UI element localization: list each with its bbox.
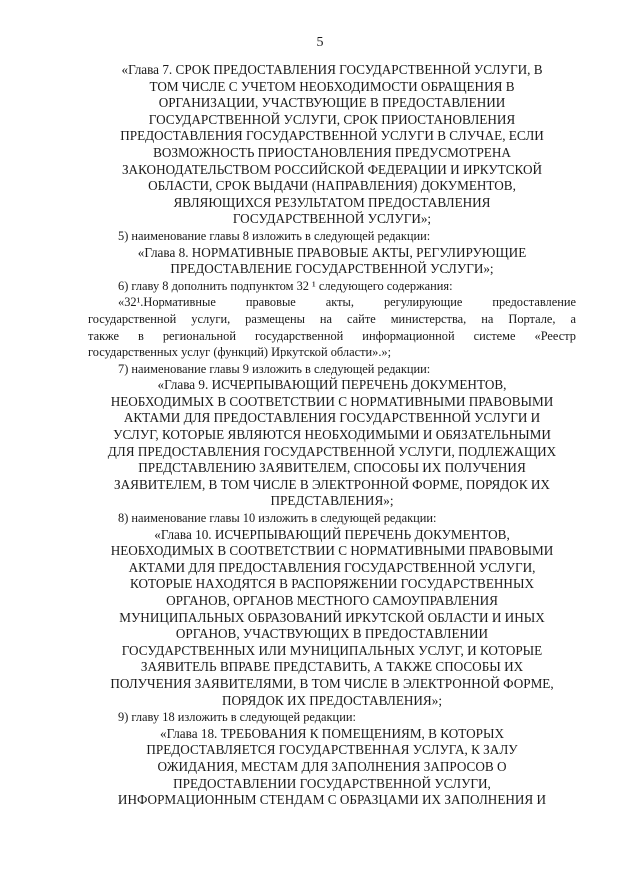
heading-line: ЗАКОНОДАТЕЛЬСТВОМ РОССИЙСКОЙ ФЕДЕРАЦИИ И ИРКУТСКОЙ — [121, 161, 543, 177]
heading-line: ИНФОРМАЦИОННЫМ СТЕНДАМ С ОБРАЗЦАМИ ИХ ЗАПОЛНЕНИЯ И — [117, 792, 547, 808]
heading-line: ВОЗМОЖНОСТЬ ПРИОСТАНОВЛЕНИЯ ПРЕДУСМОТРЕНА — [153, 144, 511, 160]
heading-line: ЗАЯВИТЕЛЬ ВПРАВЕ ПРЕДСТАВИТЬ, А ТАКЖЕ СПОСОБЫ ИХ — [140, 659, 524, 675]
heading-line: ПРЕДОСТАВЛЯЕТСЯ ГОСУДАРСТВЕННАЯ УСЛУГА, К ЗАЛУ — [146, 742, 518, 758]
heading-line: ПРЕДСТАВЛЕНИЮ ЗАЯВИТЕЛЕМ, СПОСОБЫ ИХ ПОЛУЧЕНИЯ — [138, 460, 526, 476]
body-paragraph — [88, 294, 576, 360]
amendment-item: 9) главу 18 изложить в следующей редакции: — [118, 710, 356, 725]
heading-line: «Глава 9. ИСЧЕРПЫВАЮЩИЙ ПЕРЕЧЕНЬ ДОКУМЕНТОВ, — [157, 377, 507, 393]
heading-line: ЗАЯВИТЕЛЕМ, В ТОМ ЧИСЛЕ В ЭЛЕКТРОННОЙ ФОРМЕ, ПОРЯДОК ИХ — [114, 476, 550, 492]
heading-line: НЕОБХОДИМЫХ В СООТВЕТСТВИИ С НОРМАТИВНЫМИ ПРАВОВЫМИ — [110, 393, 554, 409]
heading-line: МУНИЦИПАЛЬНЫХ ОБРАЗОВАНИЙ ИРКУТСКОЙ ОБЛАСТИ И ИНЫХ — [119, 609, 545, 625]
page-number: 5 — [316, 35, 324, 50]
heading-line: ОРГАНИЗАЦИИ, УЧАСТВУЮЩИЕ В ПРЕДОСТАВЛЕНИИ — [158, 95, 506, 111]
heading-line: ОБЛАСТИ, СРОК ВЫДАЧИ (НАПРАВЛЕНИЯ) ДОКУМЕНТОВ, — [148, 178, 516, 194]
chapter-heading — [88, 377, 576, 510]
heading-line: АКТАМИ ДЛЯ ПРЕДОСТАВЛЕНИЯ ГОСУДАРСТВЕННОЙ УСЛУГИ И — [123, 410, 541, 426]
paragraph-line: «32¹.Нормативные правовые акты, регулирующие предоставление — [118, 295, 576, 310]
paragraph-line: государственных услуг (функций) Иркутской области».»; — [88, 345, 392, 360]
heading-line: ПРЕДОСТАВЛЕНИЕ ГОСУДАРСТВЕННОЙ УСЛУГИ»; — [170, 261, 494, 277]
heading-line: ОРГАНОВ, ОРГАНОВ МЕСТНОГО САМОУПРАВЛЕНИЯ — [166, 593, 498, 608]
heading-line: КОТОРЫЕ НАХОДЯТСЯ В РАСПОРЯЖЕНИИ ГОСУДАРСТВЕННЫХ — [130, 576, 534, 592]
heading-line: НЕОБХОДИМЫХ В СООТВЕТСТВИИ С НОРМАТИВНЫМИ ПРАВОВЫМИ — [110, 543, 554, 559]
heading-line: «Глава 7. СРОК ПРЕДОСТАВЛЕНИЯ ГОСУДАРСТВЕННОЙ УСЛУГИ, В — [121, 62, 543, 77]
heading-line: ПРЕДСТАВЛЕНИЯ»; — [270, 493, 394, 509]
amendment-item: 5) наименование главы 8 изложить в следующей редакции: — [118, 228, 431, 243]
heading-line: ПРЕДОСТАВЛЕНИИ ГОСУДАРСТВЕННОЙ УСЛУГИ, — [173, 775, 491, 791]
heading-line: ГОСУДАРСТВЕННОЙ УСЛУГИ, СРОК ПРИОСТАНОВЛЕНИЯ — [148, 111, 516, 127]
heading-line: ОРГАНОВ, УЧАСТВУЮЩИХ В ПРЕДОСТАВЛЕНИИ — [175, 626, 489, 642]
heading-line: ТОМ ЧИСЛЕ С УЧЕТОМ НЕОБХОДИМОСТИ ОБРАЩЕНИЯ В — [149, 78, 515, 94]
heading-line: «Глава 18. ТРЕБОВАНИЯ К ПОМЕЩЕНИЯМ, В КОТОРЫХ — [159, 725, 504, 741]
heading-line: ЯВЛЯЮЩИХСЯ РЕЗУЛЬТАТОМ ПРЕДОСТАВЛЕНИЯ — [173, 194, 491, 210]
heading-line: АКТАМИ ДЛЯ ПРЕДОСТАВЛЕНИЯ ГОСУДАРСТВЕННОЙ УСЛУГИ, — [128, 559, 536, 575]
heading-line: ГОСУДАРСТВЕННЫХ ИЛИ МУНИЦИПАЛЬНЫХ УСЛУГ, И КОТОРЫЕ — [121, 642, 543, 658]
document-body — [88, 62, 576, 809]
chapter-heading — [88, 62, 576, 228]
chapter-heading — [88, 245, 576, 278]
amendment-item: 6) главу 8 дополнить подпунктом 32 ¹ следующего содержания: — [118, 278, 453, 293]
heading-line: «Глава 10. ИСЧЕРПЫВАЮЩИЙ ПЕРЕЧЕНЬ ДОКУМЕНТОВ, — [154, 526, 510, 542]
chapter-heading — [88, 726, 576, 809]
paragraph-line: также в региональной государственной информационной системе «Реестр — [88, 328, 576, 343]
heading-line: «Глава 8. НОРМАТИВНЫЕ ПРАВОВЫЕ АКТЫ, РЕГУЛИРУЮЩИЕ — [137, 244, 527, 260]
heading-line: ГОСУДАРСТВЕННОЙ УСЛУГИ»; — [232, 211, 432, 227]
amendment-item: 7) наименование главы 9 изложить в следующей редакции: — [118, 361, 431, 376]
amendment-item: 8) наименование главы 10 изложить в следующей редакции: — [118, 511, 437, 526]
heading-line: УСЛУГ, КОТОРЫЕ ЯВЛЯЮТСЯ НЕОБХОДИМЫМИ И ОБЯЗАТЕЛЬНЫМИ — [113, 427, 551, 443]
chapter-heading — [88, 527, 576, 710]
heading-line: ДЛЯ ПРЕДОСТАВЛЕНИЯ ГОСУДАРСТВЕННОЙ УСЛУГИ, ПОДЛЕЖАЩИХ — [107, 443, 557, 459]
heading-line: ОЖИДАНИЯ, МЕСТАМ ДЛЯ ЗАПОЛНЕНИЯ ЗАПРОСОВ О — [157, 758, 507, 774]
heading-line: ПОЛУЧЕНИЯ ЗАЯВИТЕЛЯМИ, В ТОМ ЧИСЛЕ В ЭЛЕКТРОННОЙ ФОРМЕ, — [110, 675, 554, 691]
paragraph-line: государственной услуги, размещены на сайте министерства, на Портале, а — [88, 311, 576, 326]
heading-line: ПОРЯДОК ИХ ПРЕДОСТАВЛЕНИЯ»; — [221, 692, 442, 708]
heading-line: ПРЕДОСТАВЛЕНИЯ ГОСУДАРСТВЕННОЙ УСЛУГИ В СЛУЧАЕ, ЕСЛИ — [120, 128, 544, 144]
